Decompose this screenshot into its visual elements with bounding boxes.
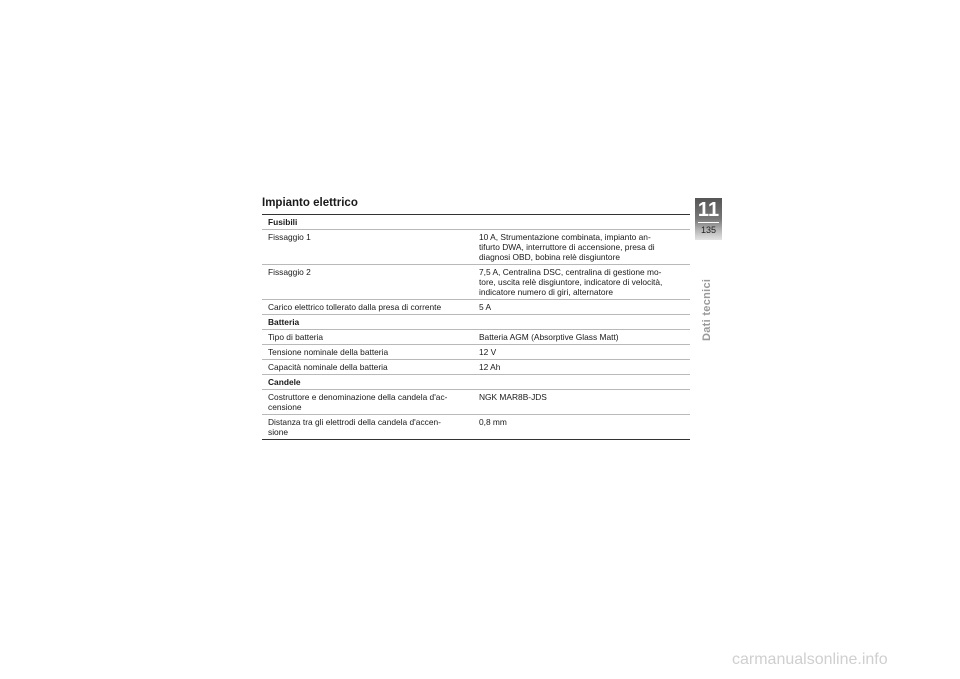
spec-label: Fissaggio 2 xyxy=(262,265,473,300)
section-header: Candele xyxy=(262,375,690,390)
table-row xyxy=(262,345,690,360)
spec-label: Distanza tra gli elettrodi della candela d'accen- sione xyxy=(262,415,473,440)
chapter-tab-rule xyxy=(698,222,719,223)
section-header-row xyxy=(262,215,690,230)
table-row xyxy=(262,330,690,345)
spec-label: Tensione nominale della batteria xyxy=(262,345,473,360)
section-header: Batteria xyxy=(262,315,690,330)
spec-value: Batteria AGM (Absorptive Glass Matt) xyxy=(473,330,690,345)
spec-table xyxy=(262,214,690,440)
spec-value: 0,8 mm xyxy=(473,415,690,440)
table-row xyxy=(262,415,690,440)
spec-label: Costruttore e denominazione della candela d'ac- censione xyxy=(262,390,473,415)
table-row xyxy=(262,390,690,415)
spec-section xyxy=(262,196,690,440)
spec-value: 12 Ah xyxy=(473,360,690,375)
spec-label: Capacità nominale della batteria xyxy=(262,360,473,375)
section-header: Fusibili xyxy=(262,215,690,230)
watermark: carmanualsonline.info xyxy=(732,651,888,668)
section-header-row xyxy=(262,375,690,390)
spec-value: 12 V xyxy=(473,345,690,360)
spec-label: Carico elettrico tollerato dalla presa di corrente xyxy=(262,300,473,315)
spec-label: Fissaggio 1 xyxy=(262,230,473,265)
table-row xyxy=(262,265,690,300)
table-row xyxy=(262,300,690,315)
section-title: Impianto elettrico xyxy=(262,197,358,209)
chapter-number: 11 xyxy=(697,199,720,221)
spec-value: 10 A, Strumentazione combinata, impianto an- tifurto DWA, interruttore di accensione, presa di diagnosi OBD, bobina relè disgiuntore xyxy=(473,230,690,265)
section-header-row xyxy=(262,315,690,330)
spec-table-body xyxy=(262,215,690,440)
spec-value: NGK MAR8B-JDS xyxy=(473,390,690,415)
table-row xyxy=(262,360,690,375)
page-number: 135 xyxy=(700,225,717,235)
spec-value: 7,5 A, Centralina DSC, centralina di gestione mo- tore, uscita relè disgiuntore, indicatore di velocità, indicatore numero di giri, alternatore xyxy=(473,265,690,300)
chapter-tab xyxy=(695,198,722,240)
spec-label: Tipo di batteria xyxy=(262,330,473,345)
table-row xyxy=(262,230,690,265)
spec-value: 5 A xyxy=(473,300,690,315)
chapter-label: Dati tecnici xyxy=(701,278,713,341)
